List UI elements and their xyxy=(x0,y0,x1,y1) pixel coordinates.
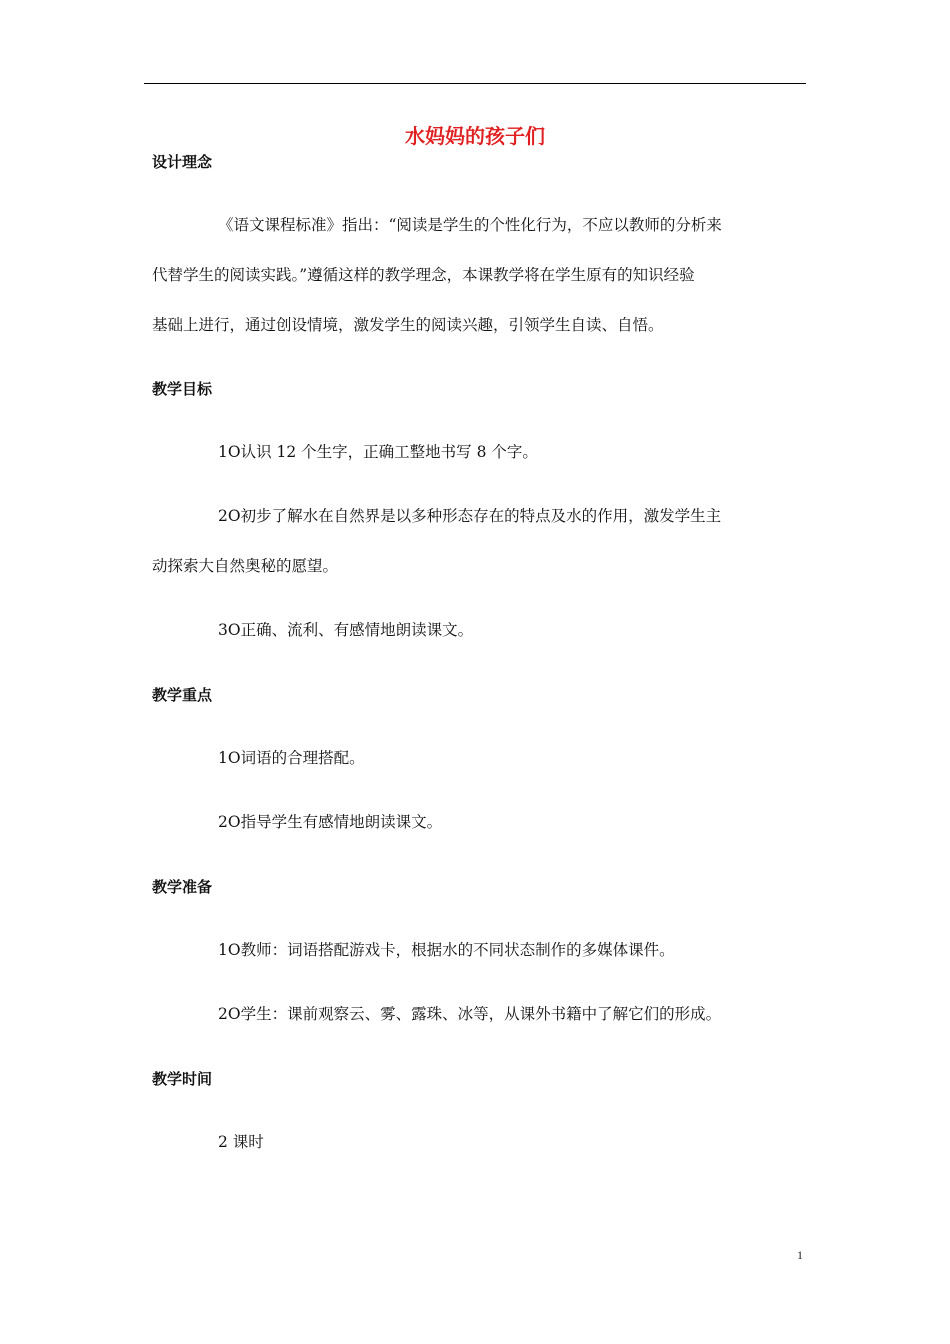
preparation-item-2: 2O学生：课前观察云、雾、露珠、冰等，从课外书籍中了解它们的形成。 xyxy=(218,1005,722,1023)
page-number: 1 xyxy=(797,1248,803,1262)
preparation-item-1: 1O教师：词语搭配游戏卡，根据水的不同状态制作的多媒体课件。 xyxy=(218,941,675,959)
goal-item-1: 1O认识 12 个生字，正确工整地书写 8 个字。 xyxy=(218,443,538,461)
section-heading-design: 设计理念 xyxy=(152,153,213,171)
goal-item-3: 3O正确、流利、有感情地朗读课文。 xyxy=(218,621,474,639)
focus-item-2: 2O指导学生有感情地朗读课文。 xyxy=(218,813,443,831)
header-rule xyxy=(144,83,806,84)
section-heading-focus: 教学重点 xyxy=(152,686,213,704)
time-item: 2 课时 xyxy=(218,1133,264,1151)
document-title: 水妈妈的孩子们 xyxy=(405,124,545,148)
section-heading-goals: 教学目标 xyxy=(152,380,213,398)
goal-item-2: 2O初步了解水在自然界是以多种形态存在的特点及水的作用，激发学生主 xyxy=(218,507,722,525)
section-heading-preparation: 教学准备 xyxy=(152,878,213,896)
paragraph-line: 基础上进行，通过创设情境，激发学生的阅读兴趣，引领学生自读、自悟。 xyxy=(152,316,664,334)
focus-item-1: 1O词语的合理搭配。 xyxy=(218,749,365,767)
paragraph-line: 代替学生的阅读实践。”遵循这样的教学理念，本课教学将在学生原有的知识经验 xyxy=(152,266,695,284)
section-heading-time: 教学时间 xyxy=(152,1070,213,1088)
paragraph-line: 《语文课程标准》指出：“阅读是学生的个性化行为，不应以教师的分析来 xyxy=(218,216,722,234)
goal-item-2-continued: 动探索大自然奥秘的愿望。 xyxy=(152,557,339,575)
